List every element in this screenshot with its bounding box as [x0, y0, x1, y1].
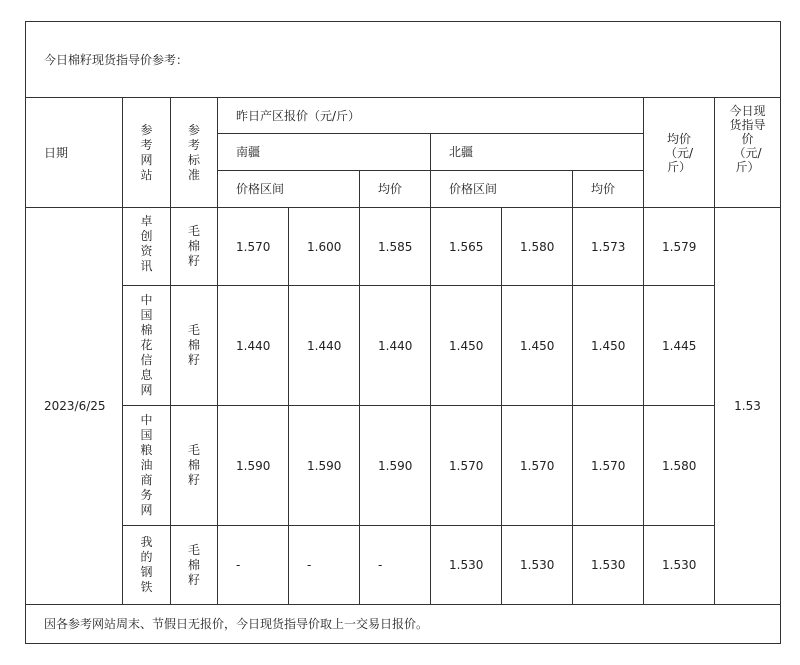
site-cell: 我的钢铁 [123, 526, 171, 605]
table-row [26, 208, 781, 286]
south-avg-cell: - [360, 526, 431, 605]
header-today-price: 今日现货指导价（元/斤） [715, 98, 781, 208]
header-standard: 参考标准 [171, 98, 218, 208]
table-note: 因各参考网站周末、节假日无报价，今日现货指导价取上一交易日报价。 [26, 605, 781, 644]
standard-cell: 毛棉籽 [171, 208, 218, 286]
date-cell: 2023/6/25 [26, 208, 123, 605]
south-avg-cell: 1.440 [360, 286, 431, 406]
standard-cell: 毛棉籽 [171, 286, 218, 406]
north-high-cell: 1.570 [502, 406, 573, 526]
south-high-cell: - [289, 526, 360, 605]
standard-cell: 毛棉籽 [171, 406, 218, 526]
north-low-cell: 1.570 [431, 406, 502, 526]
header-site: 参考网站 [123, 98, 171, 208]
south-low-cell: 1.570 [218, 208, 289, 286]
north-low-cell: 1.530 [431, 526, 502, 605]
header-north-avg: 均价 [573, 171, 644, 208]
table-row [26, 286, 781, 406]
south-low-cell: 1.590 [218, 406, 289, 526]
south-avg-cell: 1.585 [360, 208, 431, 286]
header-south: 南疆 [218, 134, 431, 171]
avg-cell: 1.445 [644, 286, 715, 406]
header-north: 北疆 [431, 134, 644, 171]
north-avg-cell: 1.450 [573, 286, 644, 406]
north-high-cell: 1.450 [502, 286, 573, 406]
table-row [26, 526, 781, 605]
south-low-cell: - [218, 526, 289, 605]
avg-cell: 1.580 [644, 406, 715, 526]
north-low-cell: 1.450 [431, 286, 502, 406]
site-cell: 中国粮油商务网 [123, 406, 171, 526]
header-south-range: 价格区间 [218, 171, 360, 208]
avg-cell: 1.579 [644, 208, 715, 286]
north-avg-cell: 1.573 [573, 208, 644, 286]
header-yesterday-price: 昨日产区报价（元/斤） [218, 98, 644, 134]
north-avg-cell: 1.570 [573, 406, 644, 526]
south-high-cell: 1.600 [289, 208, 360, 286]
header-date: 日期 [26, 98, 123, 208]
south-low-cell: 1.440 [218, 286, 289, 406]
table-row [26, 406, 781, 526]
north-high-cell: 1.580 [502, 208, 573, 286]
header-avg-price: 均价（元/斤） [644, 98, 715, 208]
north-avg-cell: 1.530 [573, 526, 644, 605]
north-high-cell: 1.530 [502, 526, 573, 605]
site-cell: 中国棉花信息网 [123, 286, 171, 406]
north-low-cell: 1.565 [431, 208, 502, 286]
site-cell: 卓创资讯 [123, 208, 171, 286]
header-north-range: 价格区间 [431, 171, 573, 208]
price-table [25, 21, 781, 644]
table-title: 今日棉籽现货指导价参考： [26, 22, 781, 98]
south-high-cell: 1.590 [289, 406, 360, 526]
south-avg-cell: 1.590 [360, 406, 431, 526]
header-south-avg: 均价 [360, 171, 431, 208]
standard-cell: 毛棉籽 [171, 526, 218, 605]
today-guide-value: 1.53 [715, 208, 781, 605]
south-high-cell: 1.440 [289, 286, 360, 406]
avg-cell: 1.530 [644, 526, 715, 605]
